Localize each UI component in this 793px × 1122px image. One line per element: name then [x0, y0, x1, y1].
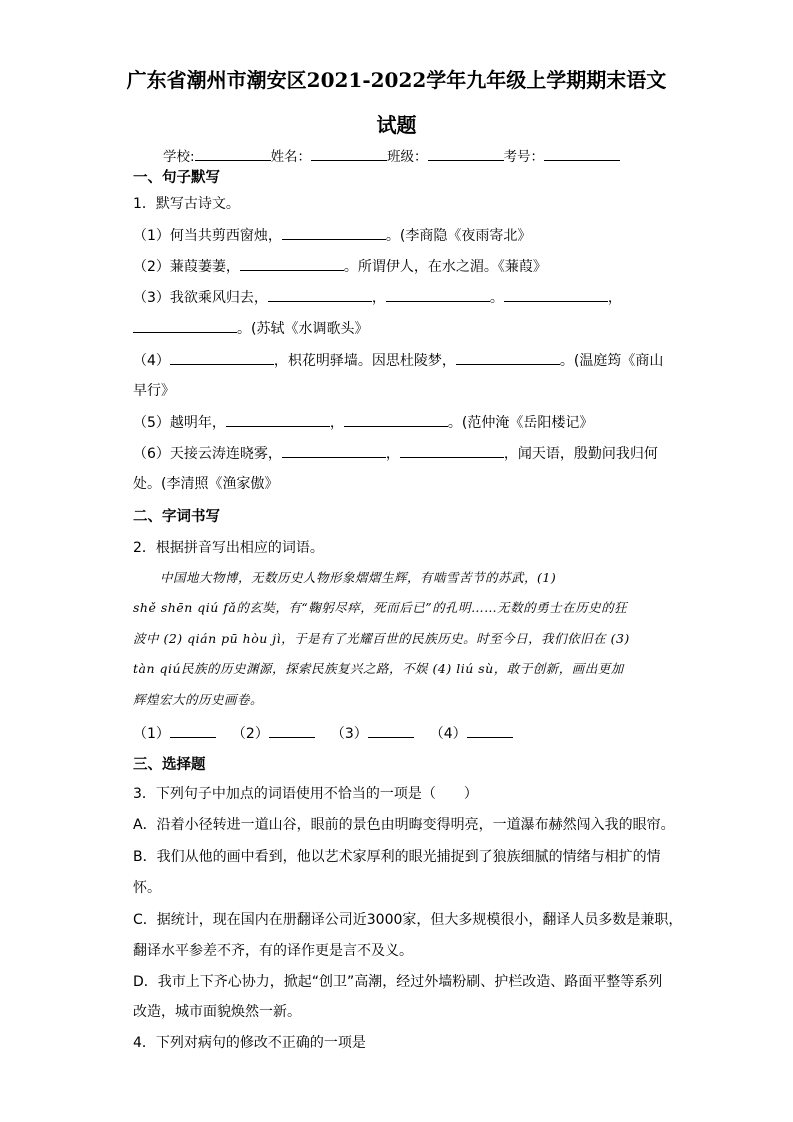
student-info-line — [163, 145, 620, 165]
poem-item-3-continued: 。(苏轼《水调歌头》 — [133, 318, 368, 338]
exam-number-blank — [544, 146, 620, 161]
poem-item-2: （2）蒹葭萋萋， 。所谓伊人，在水之湄。《蒹葭》 — [133, 256, 547, 276]
poem-item-6-continued: 处。(李清照《渔家傲》 — [133, 476, 279, 492]
option-d: D．我市上下齐心协力，掀起“创卫”高潮，经过外墙粉刷、护栏改造、路面平整等系列 — [133, 974, 663, 990]
section-heading: 三、选择题 — [133, 757, 206, 773]
document-title: 广东省潮州市潮安区2021-2022学年九年级上学期期末语文 — [126, 68, 667, 92]
section-heading: 一、句子默写 — [133, 170, 220, 186]
name-label: 姓名： — [270, 149, 312, 165]
class-blank — [428, 146, 504, 161]
question-stem: 1．默写古诗文。 — [133, 196, 240, 212]
option-c: C．据统计，现在国内在册翻译公司近3000家，但大多规模很小，翻译人员多数是兼职， — [133, 912, 683, 928]
question-stem: 2．根据拼音写出相应的词语。 — [133, 540, 324, 556]
poem-item-6: （6）天接云涛连晓雾， ， ，闻天语，殷勤问我归何 — [133, 443, 658, 463]
school-label: 学校: — [163, 149, 195, 165]
name-blank — [311, 146, 387, 161]
poem-item-1: （1）何当共剪西窗烛， 。(李商隐《夜雨寄北》 — [133, 225, 531, 245]
school-blank — [195, 146, 271, 161]
option-c-continued: 翻译水平参差不齐，有的译作更是言不及义。 — [133, 943, 413, 959]
passage-line: 中国地大物博，无数历史人物形象熠熠生辉，有啮雪苦节的苏武，(1) — [160, 570, 557, 585]
class-label: 班级： — [387, 149, 428, 165]
question-stem: 3．下列句子中加点的词语使用不恰当的一项是（ ） — [133, 786, 478, 802]
option-a: A．沿着小径转进一道山谷，眼前的景色由明晦变得明亮，一道瀑布赫然闯入我的眼帘。 — [133, 817, 675, 833]
poem-item-4-continued: 早行》 — [133, 383, 175, 399]
exam-number-label: 考号： — [503, 149, 545, 165]
poem-item-5: （5）越明年， ， 。(范仲淹《岳阳楼记》 — [133, 412, 593, 432]
answer-blanks-row: （1） （2） （3） （4） — [133, 723, 513, 743]
passage-line: 辉煌宏大的历史画卷。 — [133, 692, 264, 707]
option-b-continued: 怀。 — [133, 880, 161, 896]
option-b: B．我们从他的画中看到，他以艺术家厚利的眼光捕捉到了狼族细腻的情绪与相扩的情 — [133, 849, 661, 865]
poem-item-4: （4） ，枳花明驿墙。因思杜陵梦， 。(温庭筠《商山 — [133, 350, 663, 370]
question-stem: 4．下列对病句的修改不正确的一项是 — [133, 1035, 366, 1051]
section-heading: 二、字词书写 — [133, 509, 220, 525]
passage-line: 波中 (2) qián pū hòu jì，于是有了光耀百世的民族历史。时至今日，我们依旧在 (3) — [133, 631, 630, 646]
poem-item-3: （3）我欲乘风归去， ， 。 ， — [133, 287, 622, 307]
document-title-continued: 试题 — [376, 113, 417, 137]
option-d-continued: 改造，城市面貌焕然一新。 — [133, 1004, 301, 1020]
passage-line: shě shēn qiú fǎ的玄奘，有“鞠躬尽瘁，死而后已”的孔明……无数的勇士在历史的狂 — [133, 600, 628, 615]
passage-line: tàn qiú民族的历史渊源，探索民族复兴之路，不娱 (4) liú sù，敢于创新，画出更加 — [133, 661, 624, 676]
